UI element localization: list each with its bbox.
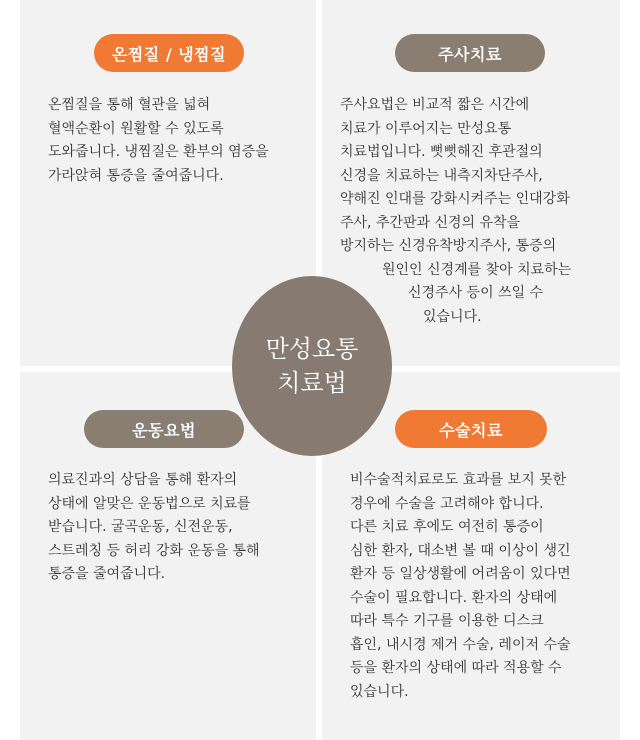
description-line: 의료진과의 상담을 통해 환자의 [48,472,238,488]
center-title-line2: 치료법 [277,369,347,397]
description-line: 신경주사 등이 쓰일 수 [408,285,544,301]
description-line: 가라앉혀 통증을 줄여줍니다. [48,167,224,184]
description-line: 방지하는 신경유착방지주사, 통증의 [340,238,557,254]
exercise-therapy-title: 운동요법 [84,410,244,448]
injection-therapy-description [340,94,571,329]
description-line: 원인인 신경계를 찾아 치료하는 [382,261,572,278]
description-line: 주사요법은 비교적 짧은 시간에 [340,97,530,113]
center-title-line1: 만성요통 [265,335,359,363]
description-line: 심한 환자, 대소변 볼 때 이상이 생긴 [350,542,571,559]
description-line: 다른 치료 후에도 여전히 통증이 [350,519,544,535]
description-line: 있습니다. [350,683,409,700]
description-line: 온찜질을 통해 혈관을 넓혀 [48,97,211,113]
description-line: 주사, 추간판과 신경의 유착을 [340,214,521,231]
center-title-circle [232,276,392,456]
description-line: 혈액순환이 원활할 수 있도록 [48,120,224,137]
description-line: 따라 특수 기구를 이용한 디스크 [350,613,544,629]
surgical-therapy-description [350,469,571,704]
description-line: 치료법입니다. 뻣뻣해진 후관절의 [340,144,543,160]
description-line: 통증을 줄여줍니다. [48,566,166,582]
exercise-therapy-description [48,469,260,587]
description-line: 경우에 수술을 고려해야 합니다. [350,495,544,512]
heat-cold-therapy-title: 온찜질 / 냉찜질 [94,34,244,72]
description-line: 환자 등 일상생활에 어려움이 있다면 [350,566,571,582]
description-line: 치료가 이루어지는 만성요통 [340,120,512,137]
surgical-therapy-title: 수술치료 [395,410,547,448]
description-line: 도와줍니다. 냉찜질은 환부의 염증을 [48,144,269,160]
injection-therapy-title: 주사치료 [395,34,545,72]
description-line: 흡인, 내시경 제거 수술, 레이저 수술 [350,636,571,653]
description-line: 받습니다. 굴곡운동, 신전운동, [48,519,233,535]
description-line: 신경을 치료하는 내측지차단주사, [340,167,543,184]
description-line: 약해진 인대를 강화시켜주는 인대강화 [340,191,570,207]
description-line: 수술이 필요합니다. 환자의 상태에 [350,589,558,606]
description-line: 상태에 알맞은 운동법으로 치료를 [48,495,251,512]
description-line: 스트레칭 등 허리 강화 운동을 통해 [48,542,260,559]
heat-cold-therapy-description [48,94,269,188]
description-line: 비수술적치료로도 효과를 보지 못한 [350,472,567,488]
description-line: 등을 환자의 상태에 따라 적용할 수 [350,660,562,676]
description-line: 있습니다. [423,308,482,325]
